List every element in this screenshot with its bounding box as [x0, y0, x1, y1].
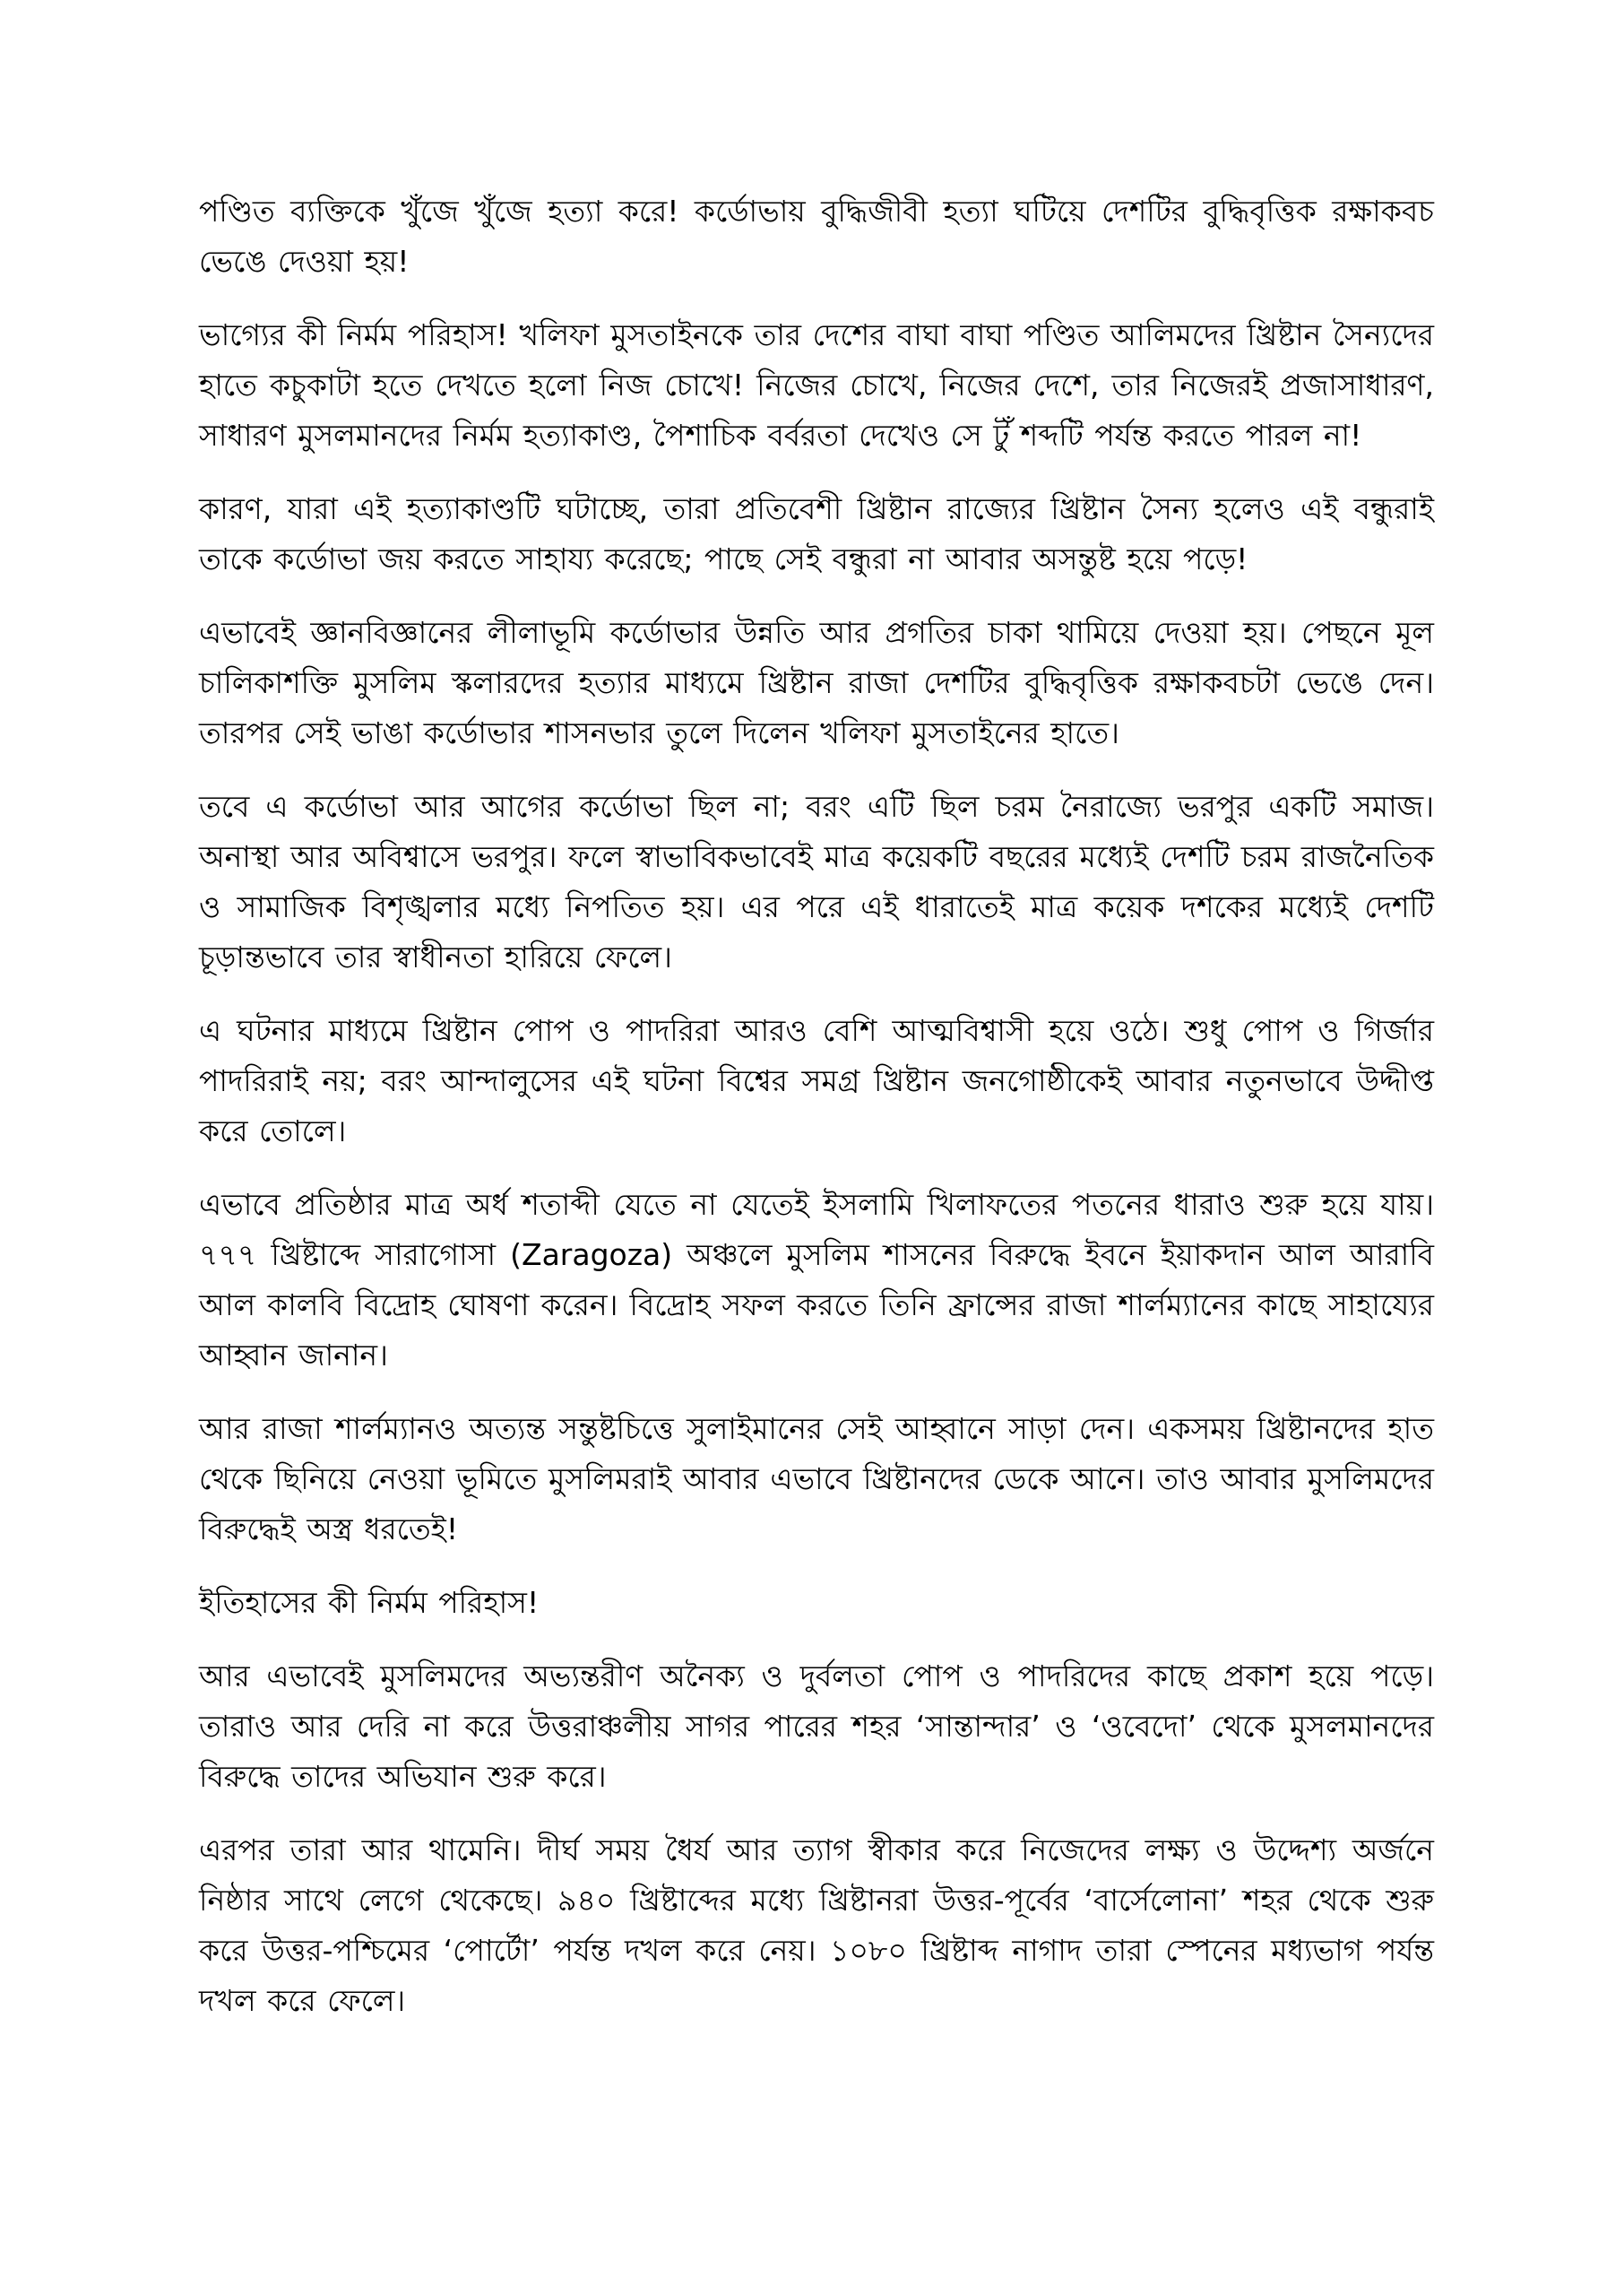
paragraph-7: এভাবে প্রতিষ্ঠার মাত্র অর্ধ শতাব্দী যেতে না যেতেই ইসলামি খিলাফতের পতনের ধারাও শুরু হয়ে যায়। ৭৭৭ খ্রিষ্টাব্দে সারাগোসা (Zaragoza) অঞ্চলে মুসলিম শাসনের বিরুদ্ধে ইবনে ইয়াকদান আল আরাবি আল কালবি বিদ্রোহ ঘোষণা করেন। বিদ্রোহ সফল করতে তিনি ফ্রান্সের রাজা শার্লম্যানের কাছে সাহায্যের আহ্বান জানান। — [199, 1187, 1434, 1373]
paragraph-3: কারণ, যারা এই হত্যাকাণ্ডটি ঘটাচ্ছে, তারা প্রতিবেশী খ্রিষ্টান রাজ্যের খ্রিষ্টান সৈন্য হলেও এই বন্ধুরাই তাকে কর্ডোভা জয় করতে সাহায্য করেছে; পাছে সেই বন্ধুরা না আবার অসন্তুষ্ট হয়ে পড়ে! — [199, 491, 1434, 576]
paragraph-2: ভাগ্যের কী নির্মম পরিহাস! খলিফা মুসতাইনকে তার দেশের বাঘা বাঘা পণ্ডিত আলিমদের খ্রিষ্টান সৈন্যদের হাতে কচুকাটা হতে দেখতে হলো নিজ চোখে! নিজের চোখে, নিজের দেশে, তার নিজেরই প্রজাসাধারণ, সাধারণ মুসলমানদের নির্মম হত্যাকাণ্ড, পৈশাচিক বর্বরতা দেখেও সে টুঁ শব্দটি পর্যন্ত করতে পারল না! — [199, 317, 1434, 453]
paragraph-4: এভাবেই জ্ঞানবিজ্ঞানের লীলাভূমি কর্ডোভার উন্নতি আর প্রগতির চাকা থামিয়ে দেওয়া হয়। পেছনে মূল চালিকাশক্তি মুসলিম স্কলারদের হত্যার মাধ্যমে খ্রিষ্টান রাজা দেশটির বুদ্ধিবৃত্তিক রক্ষাকবচটা ভেঙে দেন। তারপর সেই ভাঙা কর্ডোভার শাসনভার তুলে দিলেন খলিফা মুসতাইনের হাতে। — [199, 615, 1434, 750]
paragraph-1: পণ্ডিত ব্যক্তিকে খুঁজে খুঁজে হত্যা করে! কর্ডোভায় বুদ্ধিজীবী হত্যা ঘটিয়ে দেশটির বুদ্ধিবৃত্তিক রক্ষাকবচ ভেঙে দেওয়া হয়! — [199, 194, 1434, 279]
paragraph-10: আর এভাবেই মুসলিমদের অভ্যন্তরীণ অনৈক্য ও দুর্বলতা পোপ ও পাদরিদের কাছে প্রকাশ হয়ে পড়ে। তারাও আর দেরি না করে উত্তরাঞ্চলীয় সাগর পারের শহর ‘সান্তান্দার’ ও ‘ওবেদো’ থেকে মুসলমানদের বিরুদ্ধে তাদের অভিযান শুরু করে। — [199, 1658, 1434, 1794]
paragraph-5: তবে এ কর্ডোভা আর আগের কর্ডোভা ছিল না; বরং এটি ছিল চরম নৈরাজ্যে ভরপুর একটি সমাজ। অনাস্থা আর অবিশ্বাসে ভরপুর। ফলে স্বাভাবিকভাবেই মাত্র কয়েকটি বছরের মধ্যেই দেশটি চরম রাজনৈতিক ও সামাজিক বিশৃঙ্খলার মধ্যে নিপতিত হয়। এর পরে এই ধারাতেই মাত্র কয়েক দশকের মধ্যেই দেশটি চূড়ান্তভাবে তার স্বাধীনতা হারিয়ে ফেলে। — [199, 789, 1434, 974]
document-page — [199, 186, 1434, 2049]
paragraph-6: এ ঘটনার মাধ্যমে খ্রিষ্টান পোপ ও পাদরিরা আরও বেশি আত্মবিশ্বাসী হয়ে ওঠে। শুধু পোপ ও গির্জার পাদরিরাই নয়; বরং আন্দালুসের এই ঘটনা বিশ্বের সমগ্র খ্রিষ্টান জনগোষ্ঠীকেই আবার নতুনভাবে উদ্দীপ্ত করে তোলে। — [199, 1013, 1434, 1148]
paragraph-9: ইতিহাসের কী নির্মম পরিহাস! — [199, 1585, 540, 1620]
paragraph-8: আর রাজা শার্লম্যানও অত্যন্ত সন্তুষ্টচিত্তে সুলাইমানের সেই আহ্বানে সাড়া দেন। একসময় খ্রিষ্টানদের হাত থেকে ছিনিয়ে নেওয়া ভূমিতে মুসলিমরাই আবার এভাবে খ্রিষ্টানদের ডেকে আনে। তাও আবার মুসলিমদের বিরুদ্ধেই অস্ত্র ধরতেই! — [199, 1411, 1434, 1546]
paragraph-11: এরপর তারা আর থামেনি। দীর্ঘ সময় ধৈর্য আর ত্যাগ স্বীকার করে নিজেদের লক্ষ্য ও উদ্দেশ্য অর্জনে নিষ্ঠার সাথে লেগে থেকেছে। ৯৪০ খ্রিষ্টাব্দের মধ্যে খ্রিষ্টানরা উত্তর-পূর্বের ‘বার্সেলোনা’ শহর থেকে শুরু করে উত্তর-পশ্চিমের ‘পোর্টো’ পর্যন্ত দখল করে নেয়। ১০৮০ খ্রিষ্টাব্দ নাগাদ তারা স্পেনের মধ্যভাগ পর্যন্ত দখল করে ফেলে। — [199, 1832, 1434, 2018]
